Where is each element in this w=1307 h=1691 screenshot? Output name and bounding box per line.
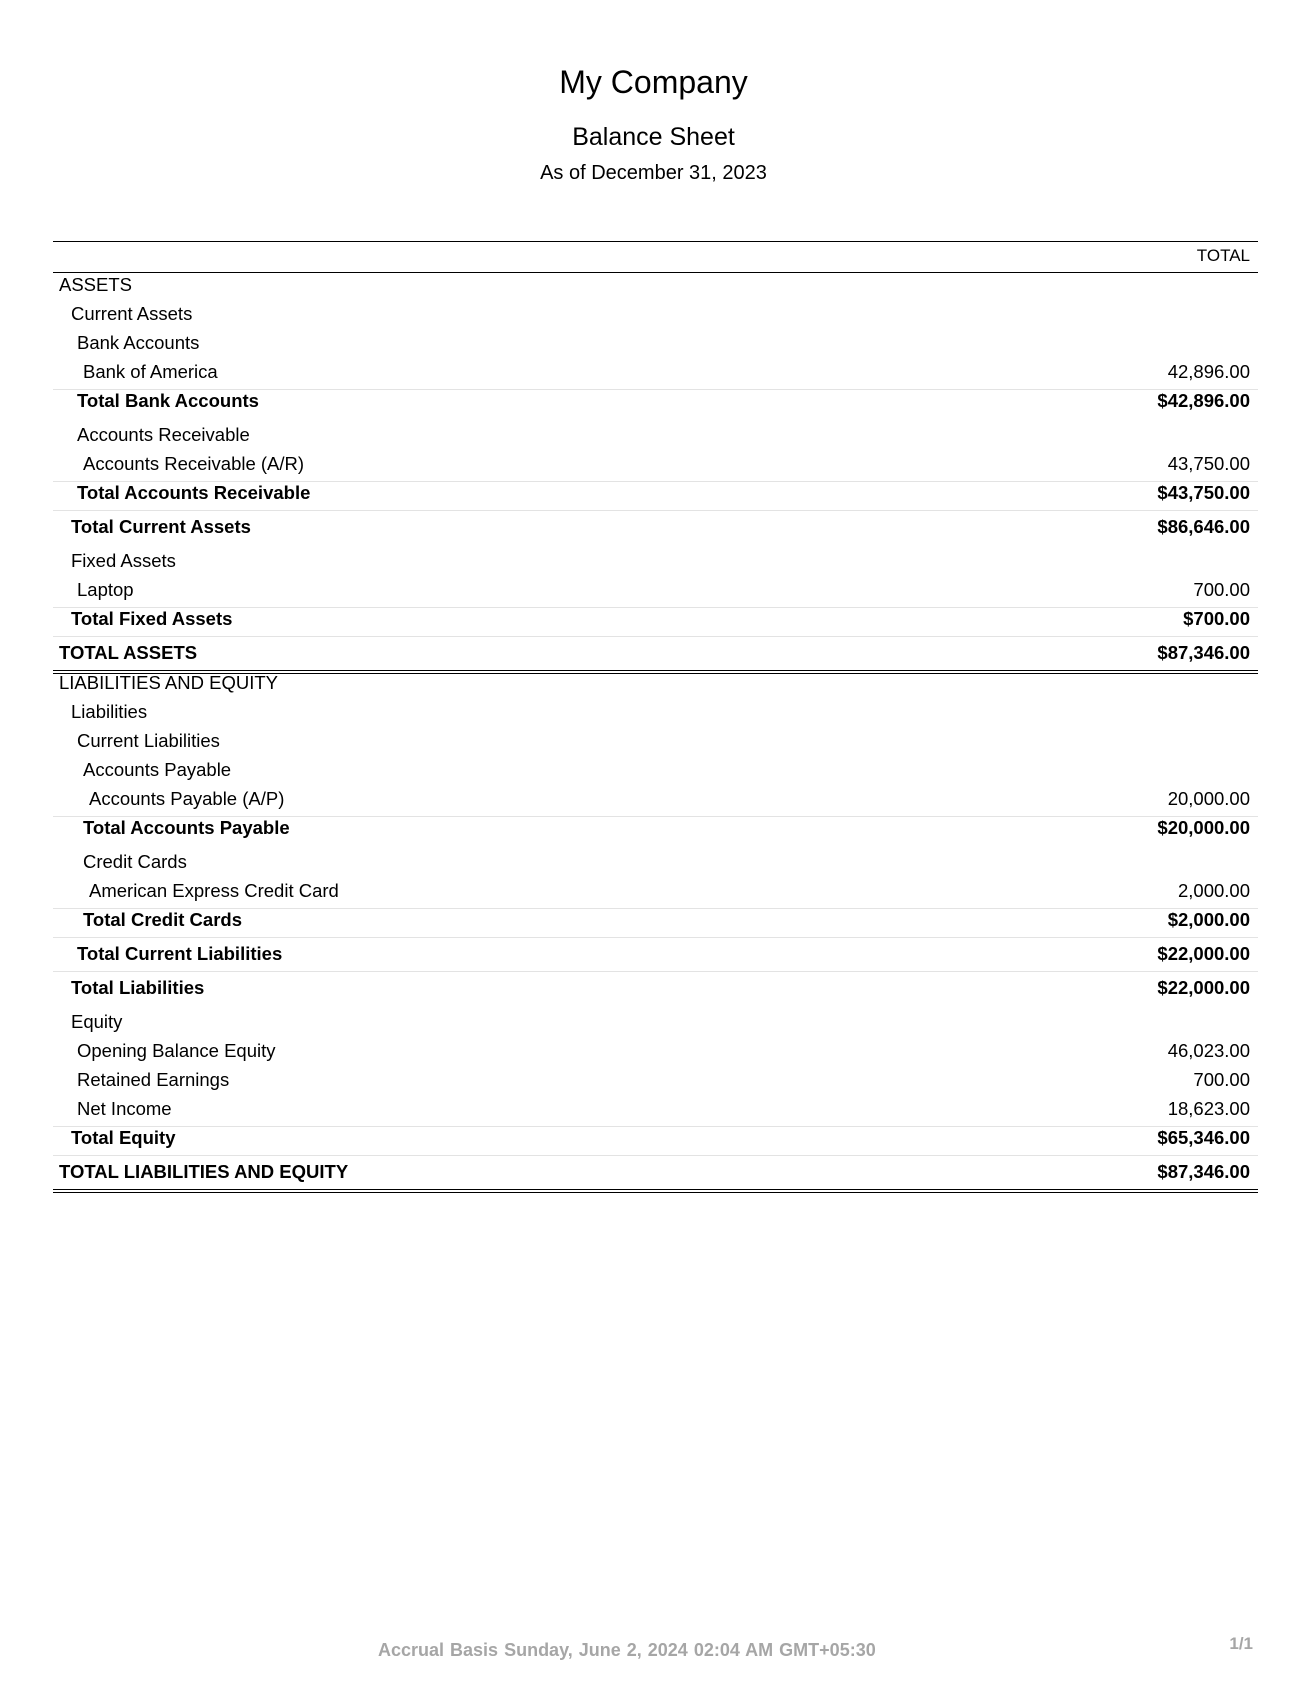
total-row-fixed-assets — [53, 607, 1258, 636]
row-label: Liabilities — [71, 701, 148, 722]
row-amount: $700.00 — [1183, 608, 1250, 629]
footer-basis-timestamp: Accrual Basis Sunday, June 2, 2024 02:04 AM GMT+05:30 — [378, 1640, 876, 1660]
group-current-assets — [53, 302, 1258, 331]
row-label: Opening Balance Equity — [77, 1040, 276, 1061]
row-label: Accounts Receivable (A/R) — [83, 453, 305, 474]
row-amount: 18,623.00 — [1167, 1098, 1250, 1119]
row-amount: 43,750.00 — [1167, 453, 1250, 474]
group-accounts-payable — [53, 758, 1258, 787]
row-label: Current Liabilities — [77, 730, 220, 751]
row-label: Bank Accounts — [77, 332, 200, 353]
total-row-equity — [53, 1126, 1258, 1155]
group-current-liabilities — [53, 729, 1258, 758]
row-amount: $86,646.00 — [1157, 516, 1250, 537]
total-row-bank-accounts — [53, 389, 1258, 418]
row-label: Total Bank Accounts — [77, 390, 259, 411]
row-amount: $20,000.00 — [1157, 817, 1250, 838]
row-label: Laptop — [77, 579, 134, 600]
balance-sheet-table — [53, 241, 1258, 1193]
row-amount: $65,346.00 — [1157, 1127, 1250, 1148]
group-equity — [53, 1005, 1258, 1039]
total-row-accounts-receivable — [53, 481, 1258, 510]
total-row-current-assets — [53, 510, 1258, 544]
row-label: Bank of America — [83, 361, 218, 382]
row-label: Total Current Liabilities — [77, 943, 283, 964]
row-amount: $42,896.00 — [1157, 390, 1250, 411]
row-amount: $22,000.00 — [1157, 943, 1250, 964]
row-label: TOTAL ASSETS — [59, 642, 198, 663]
section-liabilities-and-equity — [53, 674, 1258, 700]
page-number: 1/1 — [1229, 1634, 1253, 1653]
row-label: Total Fixed Assets — [71, 608, 233, 629]
row-amount: $43,750.00 — [1157, 482, 1250, 503]
account-row-bank-of-america — [53, 360, 1258, 389]
report-date: As of December 31, 2023 — [540, 162, 767, 184]
group-fixed-assets — [53, 544, 1258, 578]
group-accounts-receivable — [53, 418, 1258, 452]
row-label: American Express Credit Card — [89, 880, 339, 901]
report-title: Balance Sheet — [572, 123, 735, 151]
row-label: Total Current Assets — [71, 516, 251, 537]
account-row-american-express — [53, 879, 1258, 908]
grand-total-assets — [53, 636, 1258, 674]
total-row-accounts-payable — [53, 816, 1258, 845]
row-label: Fixed Assets — [71, 550, 176, 571]
total-row-credit-cards — [53, 908, 1258, 937]
account-row-laptop — [53, 578, 1258, 607]
row-label: Credit Cards — [83, 851, 187, 872]
row-label: Total Credit Cards — [83, 909, 242, 930]
row-label: Total Accounts Payable — [83, 817, 290, 838]
row-amount: 2,000.00 — [1177, 880, 1250, 901]
group-liabilities — [53, 700, 1258, 729]
group-credit-cards — [53, 845, 1258, 879]
section-assets — [53, 273, 1258, 302]
company-name: My Company — [559, 64, 748, 100]
account-row-retained-earnings — [53, 1068, 1258, 1097]
row-amount: 700.00 — [1193, 1069, 1250, 1090]
row-amount: $87,346.00 — [1157, 642, 1250, 663]
row-label: Accounts Payable (A/P) — [89, 788, 285, 809]
column-header-row — [53, 242, 1258, 273]
row-label: Total Equity — [71, 1127, 176, 1148]
row-amount: $2,000.00 — [1167, 909, 1250, 930]
row-label: ASSETS — [59, 274, 132, 295]
row-amount: 46,023.00 — [1167, 1040, 1250, 1061]
account-row-opening-balance-equity — [53, 1039, 1258, 1068]
account-row-net-income — [53, 1097, 1258, 1126]
row-label: Total Accounts Receivable — [77, 482, 311, 503]
row-label: Current Assets — [71, 303, 193, 324]
row-label: Total Liabilities — [71, 977, 205, 998]
row-label: Accounts Payable — [83, 759, 232, 780]
total-row-liabilities — [53, 971, 1258, 1005]
row-label: Retained Earnings — [77, 1069, 230, 1090]
row-label: LIABILITIES AND EQUITY — [59, 672, 278, 693]
row-label: Accounts Receivable — [77, 424, 250, 445]
row-label: TOTAL LIABILITIES AND EQUITY — [59, 1161, 349, 1182]
row-label: Equity — [71, 1011, 123, 1032]
row-amount: $22,000.00 — [1157, 977, 1250, 998]
grand-total-liabilities-and-equity — [53, 1155, 1258, 1193]
group-bank-accounts — [53, 331, 1258, 360]
row-amount: 20,000.00 — [1167, 788, 1250, 809]
account-row-accounts-receivable — [53, 452, 1258, 481]
account-row-accounts-payable — [53, 787, 1258, 816]
total-row-current-liabilities — [53, 937, 1258, 971]
row-label: Net Income — [77, 1098, 172, 1119]
row-amount: $87,346.00 — [1157, 1161, 1250, 1182]
total-column-header: TOTAL — [1196, 246, 1250, 265]
row-amount: 42,896.00 — [1167, 361, 1250, 382]
row-amount: 700.00 — [1193, 579, 1250, 600]
